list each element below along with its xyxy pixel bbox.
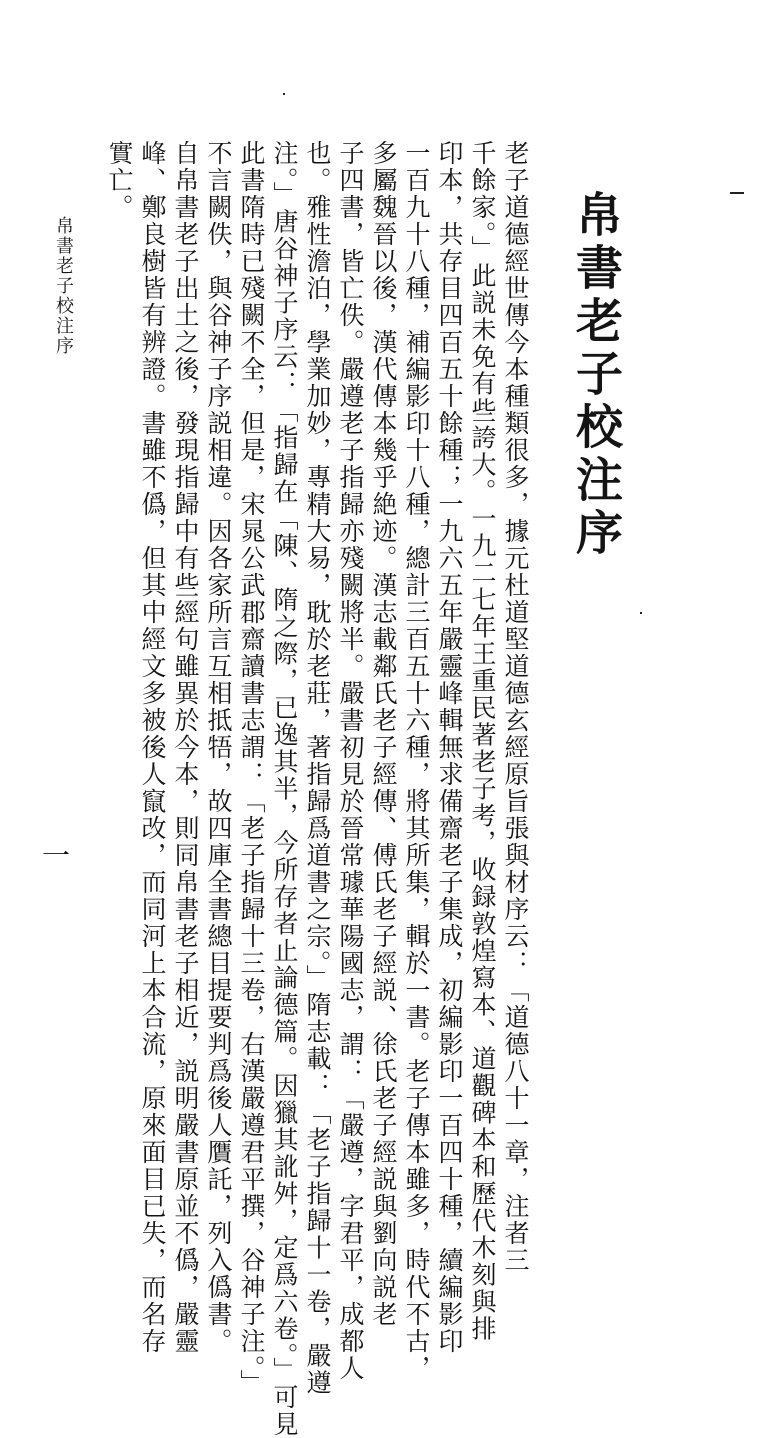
running-header: 帛書老子校注序 xyxy=(53,216,74,356)
page-title: 帛書老子校注序 xyxy=(568,190,623,561)
text-column-4: 一百九十八種，補編影印十八種，總計三百五十六種，將其所集，輯於一書。老子傳本雖多，時代不古， xyxy=(402,140,431,1382)
scan-speck xyxy=(640,612,642,614)
text-column-1: 老子道德經世傳今本種類很多，據元杜道堅道德玄經原旨張與材序云：「道德八十一章，注者三 xyxy=(501,140,530,1274)
text-column-5: 多屬魏晉以後，漢代傳本幾乎絶迹。漢志載鄰氏老子經傳、傅氏老子經説、徐氏老子經説與劉向説老 xyxy=(369,140,398,1328)
scan-speck xyxy=(283,93,285,95)
text-column-10: 不言闕佚，與谷神子序説相違。因各家所言互相抵牾，故四庫全書總目提要判爲後人贋託，列入僞書。 xyxy=(204,140,233,1355)
text-column-13: 實亡。 xyxy=(105,140,134,221)
text-column-3: 印本，共存目四百五十餘種；一九六五年嚴靈峰輯無求備齋老子集成，初編影印一百四十種，續編影印 xyxy=(435,140,464,1355)
text-column-6: 子四書，皆亡佚。嚴遵老子指歸亦殘闕將半。嚴書初見於晉常璩華陽國志，謂：「嚴遵，字君平，成都人 xyxy=(336,140,365,1382)
page-number: 一 xyxy=(42,839,71,872)
text-column-9: 此書隋時已殘闕不全，但是，宋晁公武郡齋讀書志謂：「老子指歸十三卷，右漢嚴遵君平撰，谷神子注。」 xyxy=(237,140,266,1397)
text-column-7: 也。雅性澹泊，學業加妙，專精大易，耽於老莊，著指歸爲道書之宗。」隋志載：「老子指歸十一卷，嚴遵 xyxy=(303,140,332,1397)
text-column-2: 千餘家。」此説未免有些誇大。一九二七年王重民著老子考，收録敦煌寫本、道觀碑本和歷代木刻與排 xyxy=(468,140,497,1343)
text-column-8: 注。」唐谷神子序云：「指歸在「陳、隋之際，已逸其半，今所存者止論德篇。因獵其訛舛，定爲六卷。」可見 xyxy=(270,140,299,1438)
text-column-12: 峰、鄭良樹皆有辨證。書雖不僞，但其中經文多被後人竄改，而同河上本合流，原來面目已失，而名存 xyxy=(138,140,167,1355)
text-column-11: 自帛書老子出土之後，發現指歸中有些經句雖異於今本，則同帛書老子相近，説明嚴書原並不僞，嚴靈 xyxy=(171,140,200,1355)
scan-mark xyxy=(730,192,744,194)
